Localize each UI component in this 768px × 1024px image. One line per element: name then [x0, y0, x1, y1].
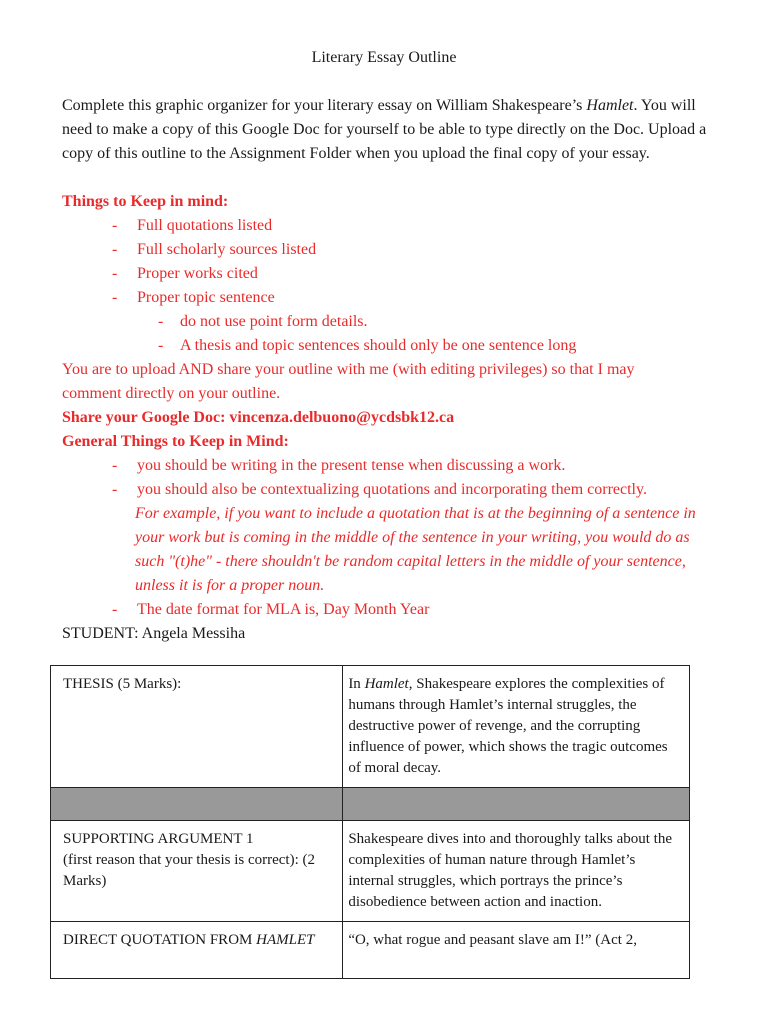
sub-list-item: - A thesis and topic sentences should only be one sentence long: [158, 337, 577, 354]
list-item: - Proper works cited: [112, 265, 258, 282]
share-doc-email: Share your Google Doc: vincenza.delbuono@ycdsbk12.ca: [62, 409, 455, 426]
table-row-thesis: [51, 666, 690, 788]
outline-table: [50, 665, 690, 979]
example-note: For example, if you want to include a quotation that is at the beginning of a sentence in your work but is coming in the middle of the sentence in your writing, you would do as such "(t)he" - there shouldn't be random capital letters in the middle of your sentence, unless it is for a proper noun.: [135, 505, 696, 594]
general-heading: General Things to Keep in Mind:: [62, 433, 289, 450]
table-row-separator: [51, 788, 690, 821]
list-item: - Proper topic sentence: [112, 289, 275, 306]
intro-text-after: . You will need to make a copy of this Google Doc for yourself to be able to type directly on the Doc. Upload a copy of this outline to the Assignment Folder when you upload the final copy of your essay.: [62, 97, 707, 162]
keep-in-mind-heading: Things to Keep in mind:: [62, 193, 229, 210]
list-item: - you should be writing in the present tense when discussing a work.: [112, 457, 566, 474]
intro-paragraph: [62, 94, 712, 166]
thesis-text-cell[interactable]: In Hamlet, Shakespeare explores the complexities of humans through Hamlet’s internal struggles, the destructive power of revenge, and the corrupting influence of power, which shows the tragic outcomes of moral decay.: [343, 666, 690, 788]
student-name: STUDENT: Angela Messiha: [62, 625, 246, 642]
separator-cell: [51, 788, 343, 821]
sub-list-item: - do not use point form details.: [158, 313, 368, 330]
list-item: - you should also be contextualizing quotations and incorporating them correctly.: [112, 481, 647, 498]
list-item: - Full quotations listed: [112, 217, 273, 234]
list-item: - The date format for MLA is, Day Month Year: [112, 601, 430, 618]
separator-cell: [343, 788, 690, 821]
quotation-label-cell[interactable]: DIRECT QUOTATION FROM HAMLET: [51, 922, 343, 979]
intro-hamlet-italic: Hamlet: [586, 97, 634, 114]
document-title: Literary Essay Outline: [311, 49, 457, 66]
share-note-line: comment directly on your outline.: [62, 385, 281, 402]
thesis-label-cell[interactable]: THESIS (5 Marks):: [51, 666, 343, 788]
table-row-argument-1: [51, 821, 690, 922]
argument-1-text-cell[interactable]: Shakespeare dives into and thoroughly talks about the complexities of human nature through Hamlet’s internal struggles, which portrays the prince’s disobedience between action and inaction.: [343, 821, 690, 922]
intro-text-before: Complete this graphic organizer for your literary essay on William Shakespeare’s: [62, 97, 587, 114]
quotation-text-cell[interactable]: “O, what rogue and peasant slave am I!” (Act 2,: [343, 922, 690, 979]
argument-1-label-cell[interactable]: SUPPORTING ARGUMENT 1 (first reason that your thesis is correct): (2 Marks): [51, 821, 343, 922]
instructions-block: [62, 190, 712, 646]
share-note-line: You are to upload AND share your outline with me (with editing privileges) so that I may: [62, 361, 635, 378]
table-row-quotation: [51, 922, 690, 979]
list-item: - Full scholarly sources listed: [112, 241, 317, 258]
